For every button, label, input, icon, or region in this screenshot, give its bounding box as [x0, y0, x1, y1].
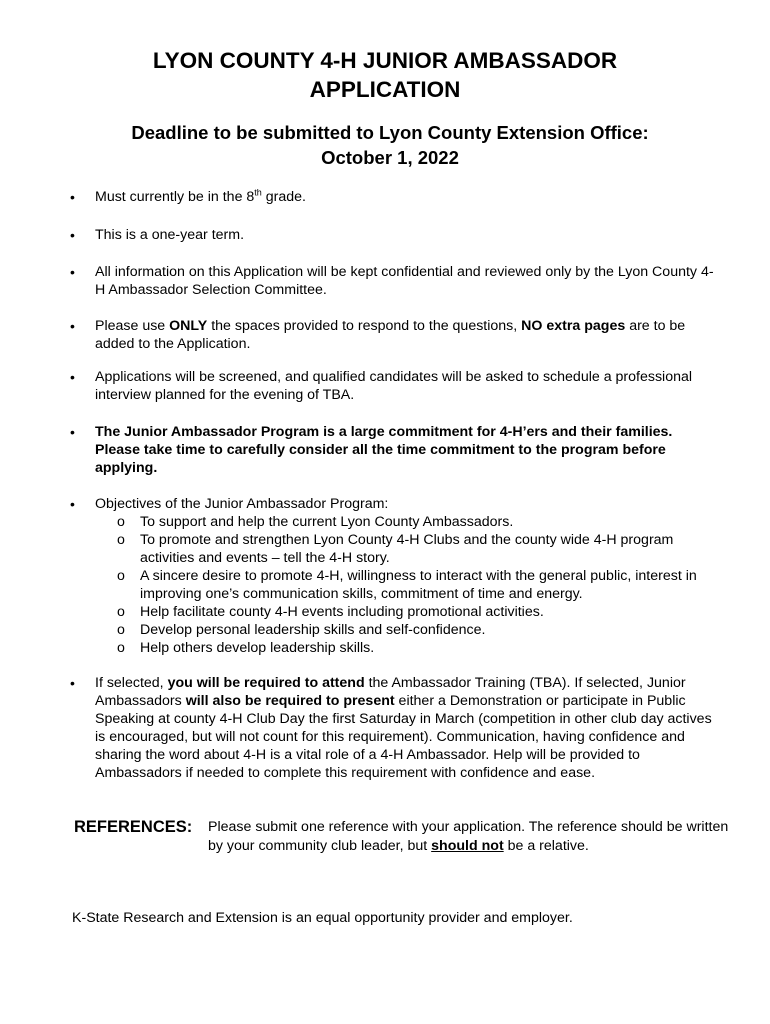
bullet-dot: •	[70, 496, 75, 512]
bullet-text: the Ambassador Training (TBA). If selected, Junior Ambassadors	[95, 675, 686, 709]
title-line-2: APPLICATION	[309, 77, 461, 102]
bullet-text-bold: The Junior Ambassador Program is a large commitment for 4-H’ers and their families. Please take time to carefully consider all the time commitment to the program before applying.	[95, 424, 673, 476]
deadline-line-1: Deadline to be submitted to Lyon County Extension Office:	[131, 122, 649, 143]
sub-bullet-marker: o	[117, 604, 125, 620]
objective-item	[95, 531, 715, 567]
objective-text: Help facilitate county 4-H events including promotional activities.	[140, 604, 544, 620]
bullet-text: either a Demonstration or participate in Public Speaking at county 4-H Club Day the first Saturday in March (competition in other club day actives is encouraged, but will not count for this requirement). Communication, having confidence and sharing the word about 4-H is a vital role of a 4-H Ambassador. Help will be provided to Ambassadors if needed to complete this requirement with confidence and ease.	[95, 693, 712, 781]
bullet-spaces-provided	[70, 317, 715, 353]
objective-text: Help others develop leadership skills.	[140, 640, 375, 656]
bullet-dot: •	[70, 189, 75, 205]
bullet-text: Please use	[95, 318, 170, 334]
objective-item	[95, 621, 715, 639]
sub-bullet-marker: o	[117, 640, 125, 656]
bullet-text: the spaces provided to respond to the questions,	[207, 318, 522, 334]
bullet-text: If selected,	[95, 675, 168, 691]
deadline-heading	[0, 120, 770, 170]
emphasis-required-present: will also be required to present	[185, 693, 395, 709]
sub-bullet-marker: o	[117, 622, 125, 638]
references-label: REFERENCES:	[74, 818, 193, 836]
title-line-1: LYON COUNTY 4-H JUNIOR AMBASSADOR	[152, 48, 618, 73]
objective-item	[95, 603, 715, 621]
bullet-text: All information on this Application will be kept confidential and reviewed only by the Lyon County 4-H Ambassador Selection Committee.	[95, 264, 714, 298]
bullet-text: Applications will be screened, and qualified candidates will be asked to schedule a professional interview planned for the evening of TBA.	[95, 369, 693, 403]
bullet-commitment	[70, 423, 715, 477]
references-section	[74, 818, 734, 856]
bullet-text: are to be added to the Application.	[95, 318, 686, 352]
bullet-dot: •	[70, 227, 75, 243]
sub-bullet-marker: o	[117, 568, 125, 584]
bullet-grade-requirement	[70, 187, 715, 206]
bullet-screening	[70, 368, 715, 404]
bullet-dot: •	[70, 424, 75, 440]
deadline-date: October 1, 2022	[321, 147, 459, 168]
objectives-intro: Objectives of the Junior Ambassador Program:	[95, 496, 389, 512]
objective-text: To promote and strengthen Lyon County 4-H Clubs and the county wide 4-H program activities and events – tell the 4-H story.	[140, 532, 674, 566]
sub-bullet-marker: o	[117, 514, 125, 530]
references-text	[208, 818, 734, 856]
bullet-text: Must currently be in the 8	[95, 189, 255, 205]
emphasis-should-not: should not	[431, 838, 504, 854]
bullet-confidentiality	[70, 263, 715, 299]
references-body: Please submit one reference with your application. The reference should be written by your community club leader, but	[208, 819, 729, 854]
objective-item	[95, 639, 715, 657]
emphasis-required-attend: you will be required to attend	[167, 675, 365, 691]
bullet-objectives	[70, 495, 715, 657]
objective-item	[95, 567, 715, 603]
emphasis-no-extra-pages: NO extra pages	[521, 318, 626, 334]
ordinal-suffix: th	[254, 187, 262, 198]
bullet-text: grade.	[261, 189, 306, 205]
emphasis-only: ONLY	[169, 318, 208, 334]
sub-bullet-marker: o	[117, 532, 125, 548]
bullet-dot: •	[70, 318, 75, 334]
bullet-dot: •	[70, 264, 75, 280]
bullet-term	[70, 226, 715, 244]
objective-text: Develop personal leadership skills and self-confidence.	[140, 622, 486, 638]
bullet-dot: •	[70, 675, 75, 691]
footer-statement: K-State Research and Extension is an equal opportunity provider and employer.	[72, 910, 573, 926]
objective-item	[95, 513, 715, 531]
bullet-text: This is a one-year term.	[95, 227, 245, 243]
bullet-training-requirement	[70, 674, 715, 782]
objective-text: To support and help the current Lyon County Ambassadors.	[140, 514, 514, 530]
objective-text: A sincere desire to promote 4-H, willingness to interact with the general public, interest in improving one’s communication skills, commitment of time and energy.	[140, 568, 697, 602]
bullet-dot: •	[70, 369, 75, 385]
page-title	[0, 46, 770, 104]
references-body: be a relative.	[503, 838, 589, 854]
